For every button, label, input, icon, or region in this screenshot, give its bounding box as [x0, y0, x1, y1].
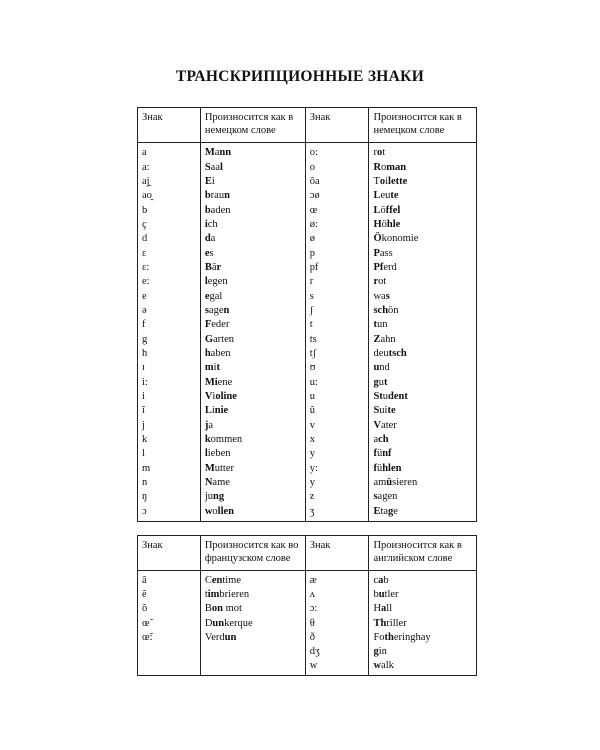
example-word-cell: Vater: [369, 419, 477, 433]
table-header-row: [138, 108, 477, 143]
header-sign: Знак: [305, 108, 369, 143]
sign-cell: ɪ: [138, 361, 201, 375]
example-word-cell: tun: [369, 318, 477, 332]
sign-cell: ŋ: [138, 490, 201, 504]
example-word-cell: Mutter: [200, 462, 305, 476]
example-word-cell: baden: [200, 203, 305, 217]
sign-cell: ʒ: [305, 505, 369, 522]
example-word-cell: braun: [200, 189, 305, 203]
example-word-cell: Etage: [369, 505, 477, 522]
example-word-cell: Violine: [200, 390, 305, 404]
sign-cell: õa: [305, 175, 369, 189]
example-word-cell: Höhle: [369, 218, 477, 232]
example-word-cell: ja: [200, 419, 305, 433]
table-row: [138, 218, 477, 232]
example-word-cell: Mann: [200, 143, 305, 161]
sign-cell: pf: [305, 261, 369, 275]
example-word-cell: butler: [369, 588, 477, 602]
sign-cell: ĭ: [138, 404, 201, 418]
header-french-word: Произносится как во французском слове: [200, 536, 305, 571]
example-word-cell: und: [369, 361, 477, 375]
sign-cell: z: [305, 490, 369, 504]
german-transcription-table: [137, 107, 477, 522]
example-word-cell: kommen: [200, 433, 305, 447]
example-word-cell: [200, 645, 305, 659]
example-word-cell: Linie: [200, 404, 305, 418]
example-word-cell: legen: [200, 275, 305, 289]
example-word-cell: was: [369, 289, 477, 303]
sign-cell: ʌ: [305, 588, 369, 602]
example-word-cell: es: [200, 246, 305, 260]
table-row: [138, 404, 477, 418]
sign-cell: ɛ:: [138, 261, 201, 275]
example-word-cell: Hall: [369, 602, 477, 616]
table-row: [138, 160, 477, 174]
header-german-word: Произносится как в немецком слове: [200, 108, 305, 143]
sign-cell: y: [305, 447, 369, 461]
example-word-cell: Verdun: [200, 631, 305, 645]
sign-cell: y:: [305, 462, 369, 476]
example-word-cell: fünf: [369, 447, 477, 461]
sign-cell: œ: [305, 203, 369, 217]
example-word-cell: ach: [369, 433, 477, 447]
sign-cell: ç: [138, 218, 201, 232]
header-english-word: Произносится как в английском слове: [369, 536, 477, 571]
sign-cell: ts: [305, 332, 369, 346]
sign-cell: ø:: [305, 218, 369, 232]
sign-cell: ã: [138, 571, 201, 589]
example-word-cell: [200, 659, 305, 676]
sign-cell: ɔø: [305, 189, 369, 203]
sign-cell: ŭ: [305, 404, 369, 418]
table-row: [138, 588, 477, 602]
example-word-cell: egal: [200, 289, 305, 303]
sign-cell: j: [138, 419, 201, 433]
sign-cell: ɔ: [138, 505, 201, 522]
table-row: [138, 617, 477, 631]
example-word-cell: sagen: [200, 304, 305, 318]
example-word-cell: Ökonomie: [369, 232, 477, 246]
table-row: [138, 490, 477, 504]
header-sign: Знак: [305, 536, 369, 571]
example-word-cell: Bär: [200, 261, 305, 275]
sign-cell: õ: [138, 602, 201, 616]
example-word-cell: Roman: [369, 160, 477, 174]
sign-cell: ẽ: [138, 588, 201, 602]
example-word-cell: Löffel: [369, 203, 477, 217]
header-sign: Знак: [138, 108, 201, 143]
header-sign: Знак: [138, 536, 201, 571]
table-row: [138, 189, 477, 203]
example-word-cell: Zahn: [369, 332, 477, 346]
header-german-word: Произносится как в немецком слове: [369, 108, 477, 143]
example-word-cell: Fotheringhay: [369, 631, 477, 645]
sign-cell: ʃ: [305, 304, 369, 318]
table-row: [138, 175, 477, 189]
sign-cell: ø: [305, 232, 369, 246]
sign-cell: m: [138, 462, 201, 476]
example-word-cell: cab: [369, 571, 477, 589]
table-row: [138, 318, 477, 332]
sign-cell: r: [305, 275, 369, 289]
sign-cell: t: [305, 318, 369, 332]
example-word-cell: haben: [200, 347, 305, 361]
example-word-cell: rot: [369, 143, 477, 161]
table-row: [138, 361, 477, 375]
sign-cell: [138, 659, 201, 676]
example-word-cell: wollen: [200, 505, 305, 522]
sign-cell: n: [138, 476, 201, 490]
example-word-cell: Leute: [369, 189, 477, 203]
sign-cell: h: [138, 347, 201, 361]
example-word-cell: Garten: [200, 332, 305, 346]
example-word-cell: Student: [369, 390, 477, 404]
sign-cell: œ̃:: [138, 631, 201, 645]
table-row: [138, 376, 477, 390]
sign-cell: θ: [305, 617, 369, 631]
sign-cell: dʒ: [305, 645, 369, 659]
example-word-cell: da: [200, 232, 305, 246]
table-row: [138, 304, 477, 318]
table-row: [138, 659, 477, 676]
table-row: [138, 261, 477, 275]
sign-cell: g: [138, 332, 201, 346]
sign-cell: æ: [305, 571, 369, 589]
french-english-transcription-table: [137, 535, 477, 676]
sign-cell: l: [138, 447, 201, 461]
sign-cell: ð: [305, 631, 369, 645]
sign-cell: k: [138, 433, 201, 447]
sign-cell: i:: [138, 376, 201, 390]
sign-cell: u:: [305, 376, 369, 390]
example-word-cell: Toilette: [369, 175, 477, 189]
example-word-cell: timbrieren: [200, 588, 305, 602]
sign-cell: e:: [138, 275, 201, 289]
example-word-cell: Pferd: [369, 261, 477, 275]
sign-cell: ɔ:: [305, 602, 369, 616]
sign-cell: ə: [138, 304, 201, 318]
table-row: [138, 143, 477, 161]
example-word-cell: Centime: [200, 571, 305, 589]
sign-cell: tʃ: [305, 347, 369, 361]
example-word-cell: mit: [200, 361, 305, 375]
sign-cell: ɛ: [138, 246, 201, 260]
example-word-cell: Saal: [200, 160, 305, 174]
table-row: [138, 275, 477, 289]
sign-cell: e: [138, 289, 201, 303]
example-word-cell: fühlen: [369, 462, 477, 476]
sign-cell: f: [138, 318, 201, 332]
example-word-cell: Pass: [369, 246, 477, 260]
sign-cell: w: [305, 659, 369, 676]
table-row: [138, 602, 477, 616]
example-word-cell: Bon mot: [200, 602, 305, 616]
sign-cell: x: [305, 433, 369, 447]
table-row: [138, 419, 477, 433]
example-word-cell: gut: [369, 376, 477, 390]
sign-cell: i: [138, 390, 201, 404]
example-word-cell: gin: [369, 645, 477, 659]
example-word-cell: Dunkerque: [200, 617, 305, 631]
example-word-cell: walk: [369, 659, 477, 676]
sign-cell: v: [305, 419, 369, 433]
example-word-cell: lieben: [200, 447, 305, 461]
table-header-row: [138, 536, 477, 571]
sign-cell: p: [305, 246, 369, 260]
example-word-cell: Ei: [200, 175, 305, 189]
table-row: [138, 631, 477, 645]
sign-cell: u: [305, 390, 369, 404]
sign-cell: a:: [138, 160, 201, 174]
table-row: [138, 390, 477, 404]
sign-cell: y: [305, 476, 369, 490]
french-english-table-body: [138, 571, 477, 676]
example-word-cell: schön: [369, 304, 477, 318]
example-word-cell: rot: [369, 275, 477, 289]
sign-cell: ʊ: [305, 361, 369, 375]
example-word-cell: Thriller: [369, 617, 477, 631]
example-word-cell: Feder: [200, 318, 305, 332]
example-word-cell: Name: [200, 476, 305, 490]
page-title: ТРАНСКРИПЦИОННЫЕ ЗНАКИ: [175, 68, 425, 85]
sign-cell: œ̃: [138, 617, 201, 631]
example-word-cell: amüsieren: [369, 476, 477, 490]
table-row: [138, 332, 477, 346]
example-word-cell: jung: [200, 490, 305, 504]
table-row: [138, 462, 477, 476]
table-row: [138, 505, 477, 522]
sign-cell: s: [305, 289, 369, 303]
table-row: [138, 203, 477, 217]
example-word-cell: sagen: [369, 490, 477, 504]
table-row: [138, 433, 477, 447]
table-row: [138, 645, 477, 659]
sign-cell: o: [305, 160, 369, 174]
sign-cell: [138, 645, 201, 659]
table-row: [138, 232, 477, 246]
sign-cell: b: [138, 203, 201, 217]
example-word-cell: Miene: [200, 376, 305, 390]
sign-cell: a: [138, 143, 201, 161]
table-row: [138, 476, 477, 490]
example-word-cell: deutsch: [369, 347, 477, 361]
table-row: [138, 347, 477, 361]
table-row: [138, 447, 477, 461]
german-table-body: [138, 143, 477, 522]
sign-cell: o:: [305, 143, 369, 161]
example-word-cell: Suite: [369, 404, 477, 418]
table-row: [138, 571, 477, 589]
table-row: [138, 246, 477, 260]
table-row: [138, 289, 477, 303]
example-word-cell: ich: [200, 218, 305, 232]
sign-cell: ao̯: [138, 189, 201, 203]
sign-cell: aj̯: [138, 175, 201, 189]
sign-cell: d: [138, 232, 201, 246]
